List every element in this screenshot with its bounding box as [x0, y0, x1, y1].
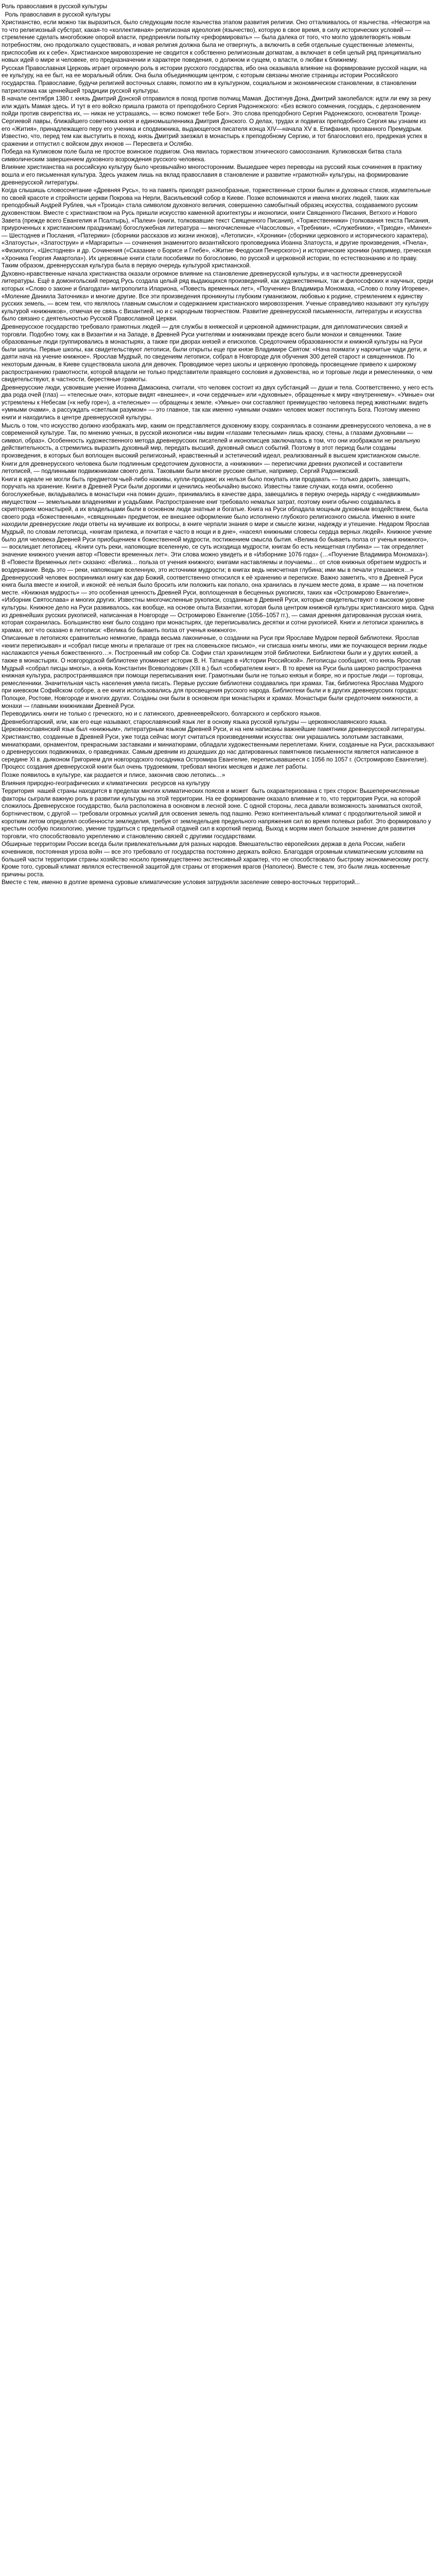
paragraph: Древнерусское государство требовало грамотных людей — для службы в княжеской и церковной администрации, для дипломатических связей и торговли. Подобно тому, как в Византии и на Западе, в Древней Руси учителями и книжниками прежде всего были монахи и священники. Такие образованные люди группировались в монастырях, а также при дворах князей и епископов. Средоточием образованности и книжной культуры на Руси были школы. Первые школы, как свидетельствуют летописи, были открыты еще при князе Владимире Святом: «Нача поимати у нарочитые чади дети, и даяти нача на учение книжное». Ярослав Мудрый, по сведениям летописи, собрал в Новгороде для обучения 300 детей старост и священников. По некоторым данным, в Киеве существовала школа для девочек. Проводимое через школы и церковную проповедь просвещение привело к широкому распространению грамотности, которой владели не только представители правящего сословия и духовенства, но и торговые люди и ремесленники, о чем свидетельствуют, в частности, берестяные грамоты.	[2, 323, 434, 383]
document-body	[2, 19, 434, 887]
paragraph: Описанные в летописях сравнительно немногие, правда весьма лаконичные, о создании на Руси при Ярославе Мудром первой библиотеки. Ярослав «книги переписывая» и «собрал писце многы и прелагаше от грек на словеньское письмо», «и списаша книгы многы, ими же поучающеся вернии людье наслажаются ученья божественного…». Построенный им собор Св. Софии стал хранилищем этой библиотеки. Библиотеки были и у других князей, а также в монастырях. О новгородской библиотеке упоминает историк В. Н. Татищев в «Истории Российской». Летописцы сообщают, что князь Ярослав Мудрый «собрал писцы многы», а князь Константин Всеволодович (XIII в.) был «собирателем книг». В то время на Руси была широко распространена книжная культура, распространявшаяся при помощи переписывания книг. Грамотными были не только князья и бояре, но и простые люди — торговцы, ремесленники. Значительная часть населения умела писать. Первые русские библиотеки создавались при храмах. Так, библиотека Ярослава Мудрого при киевском Софийском соборе, а ее книги использовались для просвещения русского народа. Библиотеки были и в других древнерусских городах: Полоцке, Ростове, Новгороде и многих других. Созданы они были в основном при монастырях и храмах. Монастыри были средоточием книжности, а монахи — главными книжниками Древней Руси.	[2, 635, 429, 709]
paragraph: Вместе с тем, именно в долгие времена суровые климатические условия затрудняли заселение северо-восточных территорий...	[2, 879, 360, 886]
paragraph: В начале сентября 1380 г. князь Дмитрий Донской отправился в поход против полчищ Мамая. Достигнув Дона, Дмитрий заколебался: идти ли ему за реку или ждать Мамая здесь. И тут в его войско пришла грамота от преподобного Сергия Радонежского: «Без всякого сомнения, государь, с дерзновением пойди против свирепства их, — никак не устрашаясь, — всяко поможет тебе Бог». Это слова преподобного Сергия Радонежского, основателя Троице-Сергиевой лавры, ближайшего советника князя и единомышленника Дмитрия Донского. О делах, трудах и подвигах преподобного Сергия мы узнаем из его «Жития», принадлежащего перу его ученика и сподвижника, выдающегося писателя конца XIV—начала XV в. Епифания, прозванного Премудрым. Известно, что, перед тем как выступить в поход, князь Дмитрий заезжал в монастырь к преподобному Сергию, и тот благословил его, предрекая успех в сражении и отпустил с войском двух иноков — Пересвета и Ослябю.	[2, 95, 433, 147]
paragraph: Влияние христианства на российскую культуру было чрезвычайно многосторонним. Вышедшее через переводы на русский язык сочинения в практику вошла и его письменная культура. Здесь укажем лишь на вклад православия в становление и развитие «грамотной» культуры, на формирование древнерусской литературы.	[2, 164, 424, 186]
paragraph: Когда слышишь словосочетание «Древняя Русь», то на память приходят разнообразные, торжественные строки былин и духовных стихов, изумительные по своей красоте и стройности церкви Покрова на Нерли, Васильевский собор в Киеве. Позже вспоминаются и имена многих людей, таких как преподобный Андрей Рублев, чья «Троица» стала символом духовного величия, совершенно самобытный образец искусства, создаваемого русским духовенством. Вместе с христианством на Русь пришли искусство каменной архитектуры и иконописи, книги Священного Писания, Ветхого и Нового Завета (прежде всего Евангелия и Псалтырь), «Палеи» (книги, толковавшие текст Священного Писания), «Торжественники» (толкования текста Писания, приуроченных к христианским праздникам) богослужебная литература — многочисленные «Часословы», «Требники», «Служебники», «Триоди», «Минеи» — Шестоднев и Послания, «Патерики» (сборники рассказов из жизни иноков), «Летописи», «Хроники» (сборники церковного и исторического характера), «Златоусты», «Златоструи» и «Маргариты» — сочинения знаменитого византийского проповедника Иоанна Златоуста, и другие произведения, «Пчела», «Физиолог», «Шестоднев» и др. Сочинения («Сказание о Борисе и Глебе», «Житие Феодосия Печерского») и исторические хроники (например, греческая «Хроника Георгия Амартола»). Их церковные книги стали пособиями по богословию, по русской и церковной истории, по естествознанию и по праву. Таким образом, древнерусская культура была в первую очередь культурой христианской.	[2, 187, 434, 269]
paragraph: Христианство, если можно так выразиться, было следующим после язычества этапом развития религии. Оно отталкивалось от язычества. «Несмотря на то что религиозный субстрат, какая-то «коллективная» религиозная идеология (язычество), которую в свое время, в силу исторических условий — стремление сделать многобожие опорой власти, предприняли попытку «реформировать» — была далека от того, что могло удовлетворять новым потребностям, оно продолжало существовать, и новая религия должна была не отвергнуть, а включить в себя отдельные существенные элементы, приспособив их к себе». Христианское мировоззрение не сводится к собственно религиозным догматам, а включает в себя целый ряд принципиально новых идей о мире и человеке, его предназначении и характере поведения, о должном и сущем, о власти, о любви к ближнему.	[2, 19, 432, 64]
paragraph: Книги в идеале не могли быть предметом чьей-либо наживы, купли-продажи; их нельзя было покупать или продавать — только дарить, завещать, поручать на хранение. Книги в Древней Руси были дорогими и ценились необычайно высоко. Известны такие случаи, когда книги, особенно богослужебные, вкладывались в монастыри «на помин души», принимались в качестве дара, завещались в первую очередь наряду с «недвижимым» имуществом — земельными владениями и усадьбами. Распространение книг требовало немалых затрат, поэтому книги обычно создавались в скрипториях монастырей, а их владельцами были в основном люди знатные и богатые. Книга на Руси обладала мощным духовным воздействием, была своего рода «божественным», «священным» предметом, ее внешнее оформление было исполнено глубокого религиозного смысла. Именно в книге находили древнерусские люди ответы на мучившие их вопросы, в книге черпали знания о мире и смысле жизни, надежду и утешение. Недаром Ярослав Мудрый, по словам летописца, «книгам прилежа, и почитая е часто в нощи и в дне», «насеял книжными словесы сердца верных людей». Книжное учение было для человека Древней Руси приобщением к божественной мудрости, постижением смысла бытия. «Велика бо бываеть полза от ученья книжного», — восклицает летописец. «Книги суть реки, напояющие вселенную, се суть исходища мудрости, книгам бо есть неищетная глубина» — так определяет значение книжного учения автор «Повести временных лет». Эти слова можно увидеть и в «Изборнике 1076 года» (…«Поучение Владимира Мономаха»).	[2, 476, 434, 558]
paragraph: Древнерусские люди, усвоившие учение Иоанна Дамаскина, считали, что человек состоит из двух субстанций — души и тела. Соответственно, у него есть два рода очей (глаз) — «телесные очи», которые видят «внешнее», и «очи сердечные» или «духовные», обращенные к миру «внутреннему». «Умные» очи устремлены к Небесам («к небу горе»), а «телесные» — обращены к земле. «Умные» очи составляют преимущество человека перед животными: видеть «умными очами», а рассуждать «светлым разумом» — это главное, так как именно «умными очами» человек может постигнуть Бога. Поэтому именно книги и находились в центре древнерусской культуры.	[2, 384, 436, 421]
paragraph: Обширные территории России всегда были привлекательными для разных народов. Вмешательство европейских держав в дела России, набеги кочевников, постоянная угроза войн — все это требовало от государства постоянно держать войско. Благодаря огромным климатическим условиям на большей части территории страны хозяйство носило преимущественно экстенсивный характер, что не способствовало быстрому экономическому росту. Кроме того, суровый климат являлся естественной защитой для страны от вторжения врагов (Наполеон). Вместе с тем, это были лишь косвенные причины роста.	[2, 841, 431, 878]
paragraph: Позже появилось в культуре, как раздается и плисе, закончив свою летопись…»	[2, 771, 225, 778]
paragraph: Мысль о том, что искусство должно изображать мир, каким он представляется духовному взору, сохранялась в сознании древнерусского человека, а не в современной культуре. Так, по мнению ученых, в русской иконописи «мы видим «глазами телесными» лишь краску, стены, а глазами духовными — символ, образ». Особенность художественного метода древнерусских писателей и иконописцев заключалась в том, что они изображали не реальную действительность, а стремились выразить духовный мир, передать высший, духовный смысл событий. Поэтому в этот период были созданы произведения, в которых был воплощен высокий религиозный, нравственный и эстетический идеал, реализованный в высшем христианском смысле.	[2, 422, 433, 460]
paragraph: Победа на Куликовом поле была не простое воинское подвигом. Она явилась торжеством этнического самосознания. Куликовская битва стала символическим завершением духовного возрождения русского человека.	[2, 148, 404, 163]
paragraph: Духовно-нравственные начала христианства оказали огромное влияние на становление древнерусской культуры, и в частности древнерусской литературы. Ещё в домонгольский период Русь создала целый ряд выдающихся произведений, как художественных, так и философских и научных, среди которых «Слово о законе и благодати» митрополита Илариона, «Повесть временных лет», «Поучение» Владимира Мономаха, «Слово о полку Игореве», «Моление Даниила Заточника» и многие другие. Все эти произведения проникнуты глубоким гуманизмом, любовью к родине, стремлением к единству русских земель, — всем тем, что являлось главным смыслом и содержанием христианского мировоззрения. Ученые справедливо называют эту культуру культурой «книжников», отмечая ее связь с Византией, но и с народным творчеством. Развитие древнерусской письменности, литературы и искусства было связано с деятельностью Русской Православной Церкви.	[2, 270, 435, 323]
paragraph: Книги для древнерусского человека были подлинным средоточием духовности, а «книжники» — переписчики древних рукописей и составители летописей, — подлинными подвижниками своего дела. Таковыми были многие русские святые, например, Сергий Радонежский.	[2, 460, 405, 475]
document	[0, 0, 436, 892]
paragraph: Русская Православная Церковь играет огромную роль в истории русского государства, ибо она оказывала влияние на формирование русской нации, на ее культуру, на ее быт, на ее моральный облик. Она была объединяющим центром, с которым связаны многие страницы истории Российского государства. Православие, будучи религией восточных славян, помогло им в культурном, социальном и экономическом становлении, в становлении патриотизма как ценнейшей традиции русской культуры.	[2, 64, 429, 94]
document-subtitle: Роль православия в русской культуры	[2, 11, 111, 18]
document-title: Роль православия в русской культуры	[2, 3, 108, 10]
section-heading: Влияния природно-географических и климатических ресурсов на культуру	[2, 779, 210, 787]
paragraph: В «Повести Временных лет» сказано: «Велика… польза от учения книжного; книгами наставляемы и поучаемы… от слов книжных обретаем мудрость и воздержание. Ведь это — реки, напояющие вселенную, это источники мудрости; в книгах ведь неисчетная глубина; ими мы в печали утешаемся…» Древнерусский человек воспринимал книгу как дар Божий, соответственно относился к её хранению и переписке. Важно заметить, что в Древней Руси книга была вместе и книгой, и иконой: её нельзя было бросить или положить как попало, она хранилась в лучшем месте дома, в храме — на почетном месте. «Книжная мудрость» — это особенная ценность Древней Руси, воплощенная в бесценных рукописях, таких как «Остромирово Евангелие», «Изборник Святослава» и многих других. Известны многочисленные рукописи, созданные в Древней Руси, которые свидетельствуют о высоком уровне культуры. Книжное дело на Руси развивалось, как вообще, на основе опыта Византии, которая была центром книжной культуры христианского мира. Одна из древнейших русских рукописей, написанная в Новгороде — Остромирово Евангелие (1056–1057 гг.), — самая древняя датированная русская книга, которая сохранилась. Большинство книг было создано при монастырях, где переписывались десятки и сотни рукописей. Книги и летописи хранились в храмах, вот что сказано в летописи: «Велика бо бываеть полза от ученья книжного».	[2, 559, 436, 634]
paragraph: Территория нашей страны находится в пределах многих климатических поясов и может быть охарактеризована с трех сторон: Вышеперечисленные факторы сыграли важную роль в развитии культуры на этой территории. На ее формирование оказало влияние и то, что территория Руси, на которой сложилось Древнерусское государство, была расположена в основном в лесной зоне. С одной стороны, леса давали возможность заниматься охотой, бортничеством, с другой — требовали огромных усилий для освоения земель под пашню. Резко континентальный климат с продолжительной зимой и коротким летом определял особенности земледелия, требуя от земледельцев предельного напряжения сил во время полевых работ. Это формировало у крестьян особую психологию, умение трудиться с предельной отдачей сил в короткий период. Выход к морям имел большое значение для развития торговли, что способствовало укреплению и становлению связей с другими государствами.	[2, 788, 433, 840]
paragraph: Древнеболгарский, или, как его еще называют, старославянский язык лег в основу языка русской культуры — церковнославянского языка. Церковнославянский язык был «книжным», литературным языком Древней Руси, и на нем написаны важнейшие памятники древнерусской литературы. Христианство, созданные в Древней Руси, уже тогда сейчас могут считаться произведениями искусства: они украшались золотыми заставками, миниатюрами, орнаментом, прекрасными заставками и миниатюрами, обладали художественными переплетами. Книги, созданные на Руси, рассказывают о древнерусских подвижниках, о праведниках. Самым древним из дошедших до нас датированных памятников письменности является написанное в середине XI в. дьяконом Григорием для новгородского посадника Остромира Евангелие, переписывавшееся с 1056 по 1057 г. (Остромирово Евангелие). Процесс создания древнерусской книги был очень трудоемким, требовал многих месяцев и даже лет работы.	[2, 718, 436, 771]
paragraph: Переводились книги не только с греческого, но и с латинского, древнееврейского, болгарского и сербского языков.	[2, 710, 321, 718]
